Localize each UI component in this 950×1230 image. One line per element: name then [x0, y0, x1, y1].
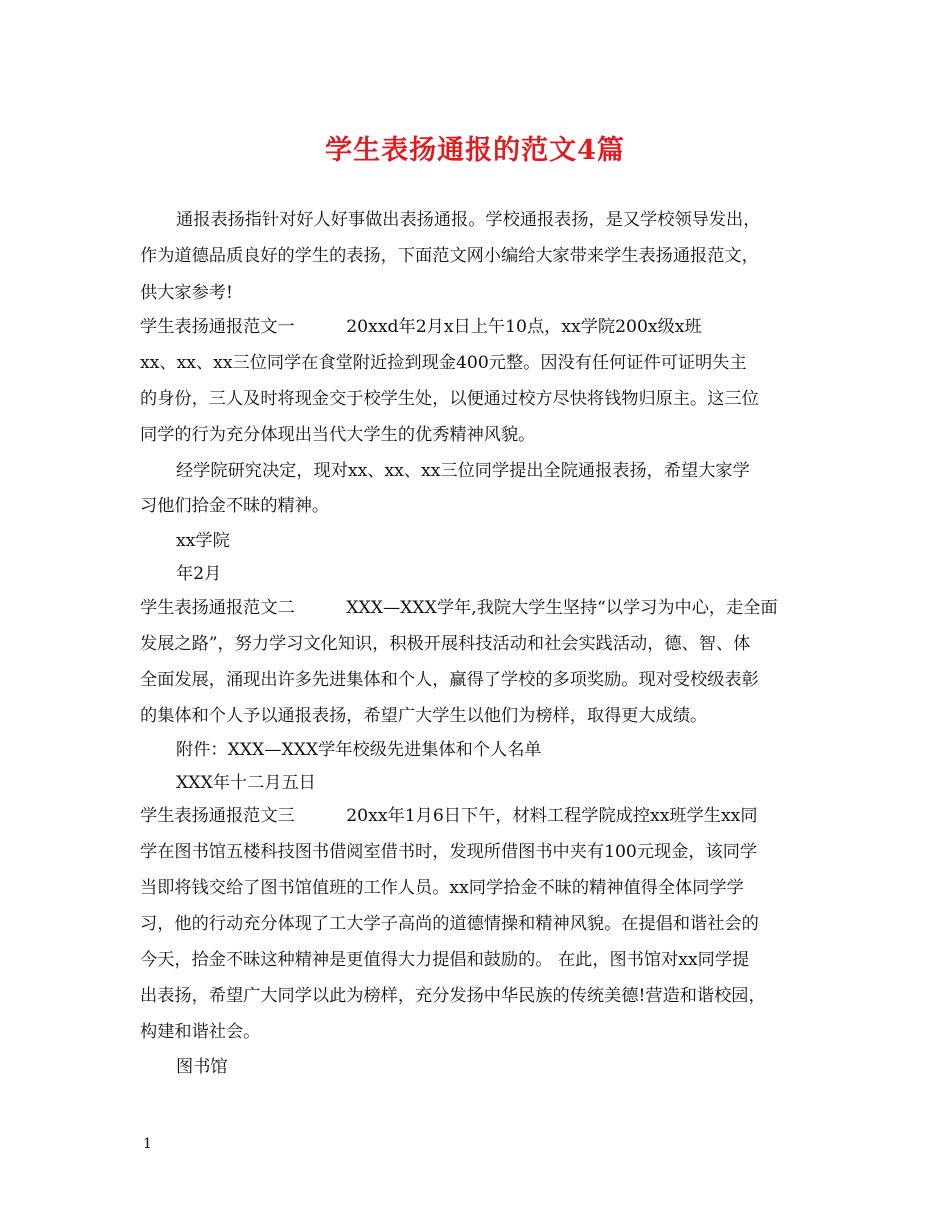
paragraph-line: 供大家参考! [140, 283, 233, 303]
paragraph-line: 学生表扬通报范文三 20xx年1月6日下午，材料工程学院成控xx班学生xx同 [140, 806, 758, 826]
date-line: 年2月 [176, 564, 222, 584]
signature-line: xx学院 [176, 531, 230, 551]
paragraph-line: 通报表扬指针对好人好事做出表扬通报。学校通报表扬，是又学校领导发出， [176, 210, 761, 230]
paragraph-line: 习他们拾金不昧的精神。 [140, 496, 330, 516]
paragraph-line: 发展之路”，努力学习文化知识，积极开展科技活动和社会实践活动，德、智、体 [140, 634, 751, 654]
signature-line: 图书馆 [176, 1057, 228, 1077]
paragraph-line: 构建和谐社会。 [140, 1022, 261, 1042]
document-title: 学生表扬通报的范文4篇 [325, 135, 625, 166]
paragraph-line: 出表扬，希望广大同学以此为榜样，充分发扬中华民族的传统美德!营造和谐校园， [140, 986, 766, 1006]
paragraph-line: 学在图书馆五楼科技图书借阅室借书时，发现所借图书中夹有100元现金，该同学 [140, 842, 758, 862]
paragraph-line: 的身份，三人及时将现金交于校学生处，以便通过校方尽快将钱物归原主。这三位 [140, 389, 759, 409]
paragraph-line: 学生表扬通报范文二 XXX—XXX学年,我院大学生坚持“以学习为中心，走全面 [140, 598, 778, 618]
paragraph-line: xx、xx、xx三位同学在食堂附近捡到现金400元整。因没有任何证件可证明失主 [140, 353, 747, 373]
paragraph-line: 今天，拾金不昧这种精神是更值得大力提倡和鼓励的。 在此，图书馆对xx同学提 [140, 950, 750, 970]
paragraph-line: 同学的行为充分体现出当代大学生的优秀精神风貌。 [140, 425, 536, 445]
paragraph-line: 的集体和个人予以通报表扬，希望广大学生以他们为榜样，取得更大成绩。 [140, 706, 708, 726]
attachment-line: 附件：XXX—XXX学年校级先进集体和个人名单 [176, 740, 542, 760]
paragraph-line: 习，他的行动充分体现了工大学子高尚的道德情操和精神风貌。在提倡和谐社会的 [140, 914, 759, 934]
paragraph-line: 全面发展，涌现出许多先进集体和个人，赢得了学校的多项奖励。现对受校级表彰 [140, 670, 759, 690]
paragraph-line: 学生表扬通报范文一 20xxd年2月x日上午10点，xx学院200x级x班 [140, 317, 702, 337]
paragraph-line: 当即将钱交给了图书馆值班的工作人员。xx同学拾金不昧的精神值得全体同学学 [140, 878, 744, 898]
paragraph-line: 作为道德品质良好的学生的表扬，下面范文网小编给大家带来学生表扬通报范文， [140, 246, 759, 266]
date-line: XXX年十二月五日 [176, 773, 316, 793]
paragraph-line: 经学院研究决定，现对xx、xx、xx三位同学提出全院通报表扬，希望大家学 [176, 461, 750, 481]
page-number: 1 [143, 1136, 152, 1152]
